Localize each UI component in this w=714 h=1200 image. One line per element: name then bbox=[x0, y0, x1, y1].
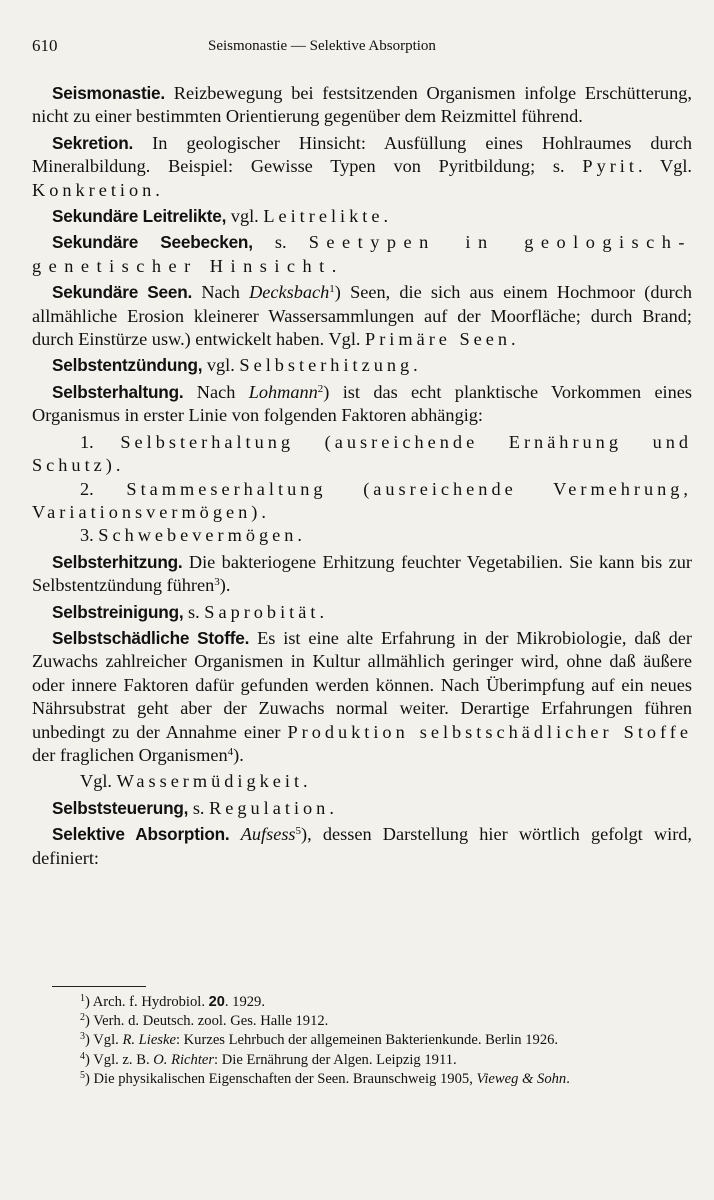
author-name: Aufsess bbox=[240, 824, 296, 845]
entry-text: . bbox=[511, 329, 516, 350]
footnote-text: : Die Ernährung der Algen. Leipzig 1911. bbox=[214, 1051, 457, 1068]
footnote-number: 2 bbox=[80, 1012, 85, 1024]
footnote-text: ) Die physikalischen Eigenschaften der Seen. Braunschweig 1905, bbox=[85, 1070, 477, 1087]
footnote-marker: 2 bbox=[317, 382, 324, 395]
entry-text: ). bbox=[219, 575, 231, 596]
list-item bbox=[32, 524, 692, 547]
entry-text: Nach bbox=[192, 282, 250, 303]
entry-text: s. bbox=[188, 797, 210, 818]
entry-seebecken bbox=[32, 231, 692, 278]
list-text: Selbsterhaltung (ausreichende Ernährung und Schutz) bbox=[32, 431, 692, 476]
entry-heading: Sekundäre Leitrelikte, bbox=[52, 206, 227, 227]
entry-text: . bbox=[331, 255, 337, 276]
footnote-marker: 4 bbox=[227, 745, 234, 758]
footnote bbox=[32, 1070, 692, 1088]
author-name: O. Richter bbox=[153, 1051, 215, 1068]
entry-heading: Selbstschädliche Stoffe. bbox=[52, 627, 250, 648]
list-end: . bbox=[115, 455, 121, 476]
entry-heading: Seismonastie. bbox=[52, 83, 165, 103]
entry-text: s. bbox=[183, 601, 205, 622]
entry-selbsterhaltung bbox=[32, 381, 692, 428]
page-header bbox=[32, 36, 674, 60]
footnote-text: . bbox=[566, 1070, 570, 1087]
list-end: . bbox=[297, 525, 302, 546]
cross-reference: Pyrit bbox=[582, 156, 638, 177]
footnotes bbox=[32, 993, 692, 1089]
entry-text: s. bbox=[252, 232, 309, 253]
entry-text: . Vgl. bbox=[637, 156, 692, 177]
entry-selektive-absorption bbox=[32, 823, 692, 870]
entry-heading: Sekretion. bbox=[52, 132, 134, 153]
entry-heading: Selbsterhitzung. bbox=[52, 551, 183, 572]
cross-reference: Konkretion bbox=[32, 179, 156, 200]
list-end: . bbox=[261, 501, 266, 522]
entry-heading: Selbstentzündung, bbox=[52, 355, 203, 376]
see-also-label: Vgl. bbox=[80, 771, 117, 792]
entry-leitrelikte bbox=[32, 205, 692, 228]
see-also-line bbox=[32, 770, 692, 793]
entry-selbstentzuendung bbox=[32, 354, 692, 377]
footnote-text: : Kurzes Lehrbuch der allgemeinen Bakterienkunde. Berlin 1926. bbox=[175, 1032, 559, 1049]
entry-text: . bbox=[413, 355, 418, 376]
footnote-divider bbox=[52, 986, 146, 987]
entry-text: . bbox=[155, 179, 160, 200]
entry-text: vgl. bbox=[202, 355, 240, 376]
entry-text: ). bbox=[233, 744, 244, 765]
list-text: Schwebevermögen bbox=[98, 525, 298, 546]
running-title: Seismonastie — Selektive Absorption bbox=[208, 38, 436, 54]
publisher-name: Vieweg & Sohn bbox=[476, 1070, 567, 1087]
entry-text: der fraglichen Organismen bbox=[32, 744, 228, 765]
footnote-text: ) Vgl. bbox=[85, 1032, 123, 1049]
list-number: 2. bbox=[80, 478, 127, 499]
footnote-text: ) Vgl. z. B. bbox=[85, 1051, 154, 1068]
entry-selbststeuerung bbox=[32, 797, 692, 820]
entry-heading: Sekundäre Seebecken, bbox=[52, 232, 253, 253]
footnote bbox=[32, 1051, 692, 1069]
list-number: 1. bbox=[80, 431, 121, 452]
cross-reference: Regulation bbox=[209, 797, 330, 818]
entry-text: . bbox=[383, 206, 389, 227]
entry-text: Die bakteriogene Erhitzung feuchter Vegetabilien. Sie kann bis zur Selbstentzündung führen bbox=[32, 551, 692, 596]
author-name: Decksbach bbox=[249, 282, 330, 303]
entry-heading: Sekundäre Seen. bbox=[52, 282, 193, 303]
spaced-term: Produktion selbstschädlicher Stoffe bbox=[287, 721, 692, 742]
entry-text: . bbox=[329, 797, 334, 818]
entry-text: vgl. bbox=[226, 206, 264, 227]
cross-reference: Primäre Seen bbox=[365, 329, 512, 350]
entry-selbstreinigung bbox=[32, 601, 692, 624]
entry-text: Nach bbox=[183, 381, 249, 402]
author-name: R. Lieske bbox=[122, 1032, 176, 1049]
entry-heading: Selbsterhaltung. bbox=[52, 381, 184, 402]
entry-text: In geologischer Hinsicht: Ausfüllung eines Hohlraumes durch Mineralbildung. Beispiel: Gewisse Typen von Pyritbildung; s. bbox=[32, 132, 692, 177]
cross-reference: Seetypen in geologisch-genetischer Hinsicht bbox=[32, 232, 693, 276]
entry-heading: Selbststeuerung, bbox=[52, 797, 189, 818]
cross-reference: Leitrelikte bbox=[263, 206, 384, 227]
entry-seismonastie bbox=[32, 82, 692, 129]
footnote-text: ) Verh. d. Deutsch. zool. Ges. Halle 1912. bbox=[85, 1013, 329, 1030]
footnote-number: 5 bbox=[80, 1069, 85, 1081]
footnote-number: 1 bbox=[80, 993, 85, 1004]
footnote bbox=[32, 993, 692, 1011]
cross-reference: Wassermüdigkeit bbox=[116, 771, 304, 792]
entry-text: Es ist eine alte Erfahrung in der Mikrobiologie, daß der Zuwachs zahlreicher Organismen in Kultur allmählich geringer wird, ohne daß äußere oder innere Faktoren dafür gefunden werden können. Nach Überimpfung auf ein neues Nährsubstrat geht aber der Zuwachs normal weiter. Derartige Erfahrungen führen unbedingt zu der Annahme einer bbox=[32, 627, 692, 742]
footnote-marker: 1 bbox=[329, 283, 335, 296]
footnote-number: 4 bbox=[80, 1050, 85, 1062]
footnote-text: . 1929. bbox=[224, 994, 265, 1010]
page-body bbox=[32, 82, 692, 873]
entry-text: ), dessen Darstellung hier wörtlich gefolgt wird, definiert: bbox=[32, 824, 692, 868]
list-number: 3. bbox=[80, 525, 99, 546]
entry-text bbox=[230, 824, 241, 844]
footnote-marker: 5 bbox=[295, 825, 302, 838]
entry-sekretion bbox=[32, 132, 692, 202]
footnote bbox=[32, 1012, 692, 1030]
entry-sekundaere-seen bbox=[32, 281, 692, 351]
page-number: 610 bbox=[32, 36, 58, 55]
entry-text: ) ist das echt planktische Vorkommen eines Organismus in erster Linie von folgenden Faktoren abhängig: bbox=[32, 381, 693, 426]
author-name: Lohmann bbox=[248, 381, 318, 402]
list-text: Stammeserhaltung (ausreichende Vermehrung, Variationsvermögen) bbox=[32, 478, 693, 522]
cross-reference: Selbsterhitzung bbox=[239, 355, 414, 376]
list-item bbox=[32, 431, 692, 478]
volume-number: 20 bbox=[208, 994, 225, 1010]
footnote bbox=[32, 1031, 692, 1049]
footnote-number: 3 bbox=[80, 1031, 85, 1043]
entry-text: . bbox=[319, 601, 325, 622]
entry-heading: Selbstreinigung, bbox=[52, 601, 184, 622]
entry-selbsterhitzung bbox=[32, 551, 692, 598]
cross-reference: Saprobität bbox=[204, 601, 320, 622]
entry-text: Reizbewegung bei festsitzenden Organismen infolge Erschütterung, nicht zu einer bestimmten Orientierung gegenüber dem Reizmittel führend. bbox=[32, 83, 692, 127]
entry-heading: Selektive Absorption. bbox=[52, 824, 230, 845]
list-item bbox=[32, 478, 692, 525]
entry-text: . bbox=[303, 771, 308, 792]
footnote-marker: 3 bbox=[214, 576, 220, 589]
footnote-text: ) Arch. f. Hydrobiol. bbox=[85, 994, 209, 1010]
entry-selbstschaedliche-stoffe bbox=[32, 627, 692, 767]
entry-text: ) Seen, die sich aus einem Hochmoor (durch allmähliche Erosion kleinerer Wassersammlungen auf der Moorfläche; durch Brand; durch Einstürze usw.) entwickelt haben. Vgl. bbox=[32, 282, 693, 350]
